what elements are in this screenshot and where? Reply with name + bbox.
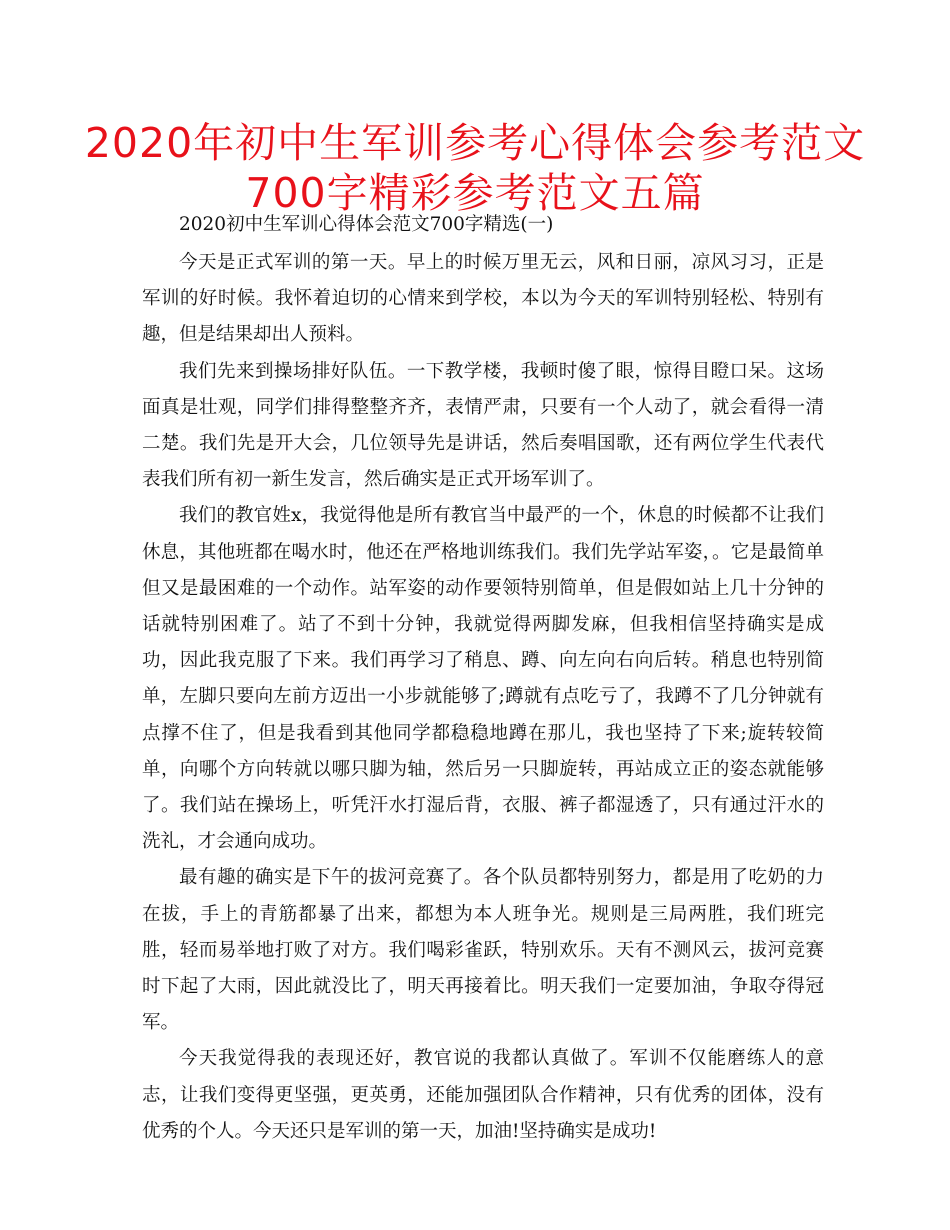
paragraph-2: 我们先来到操场排好队伍。一下教学楼，我顿时傻了眼，惊得目瞪口呆。这场面真是壮观，同学们排得整整齐齐，表情严肃，只要有一个人动了，就会看得一清二楚。我们先是开大会，几位领导先是讲话，然后奏唱国歌，还有两位学生代表代表我们所有初一新生发言，然后确实是正式开场军训了。 xyxy=(142,360,824,491)
paragraph-5: 今天我觉得我的表现还好，教官说的我都认真做了。军训不仅能磨练人的意志，让我们变得更坚强，更英勇，还能加强团队合作精神，只有优秀的团体，没有优秀的个人。今天还只是军训的第一天，加油!坚持确实是成功! xyxy=(142,1048,824,1142)
document-title xyxy=(60,118,890,218)
paragraph-3: 我们的教官姓x，我觉得他是所有教官当中最严的一个，休息的时候都不让我们休息，其他班都在喝水时，他还在严格地训练我们。我们先学站军姿，。它是最简单但又是最困难的一个动作。站军姿的动作要领特别简单，但是假如站上几十分钟的话就特别困难了。站了不到十分钟，我就觉得两脚发麻，但我相信坚持确实是成功，因此我克服了下来。我们再学习了稍息、蹲、向左向右向后转。稍息也特别简单，左脚只要向左前方迈出一小步就能够了;蹲就有点吃亏了，我蹲不了几分钟就有点撑不住了，但是我看到其他同学都稳稳地蹲在那儿，我也坚持了下来;旋转较简单，向哪个方向转就以哪只脚为轴，然后另一只脚旋转，再站成立正的姿态就能够了。我们站在操场上，听凭汗水打湿后背，衣服、裤子都湿透了，只有通过汗水的洗礼，才会通向成功。 xyxy=(142,505,824,853)
title-line-2: 700字精彩参考范文五篇 xyxy=(245,169,705,217)
title-line-1: 2020年初中生军训参考心得体会参考范文 xyxy=(84,119,866,167)
document-body xyxy=(142,208,824,1150)
paragraph-1: 今天是正式军训的第一天。早上的时候万里无云，风和日丽，凉风习习，正是军训的好时候。我怀着迫切的心情来到学校，本以为今天的军训特别轻松、特别有趣，但是结果却出人预料。 xyxy=(142,252,824,346)
paragraph-4: 最有趣的确实是下午的拔河竞赛了。各个队员都特别努力，都是用了吃奶的力在拔，手上的青筋都暴了出来，都想为本人班争光。规则是三局两胜，我们班完胜，轻而易举地打败了对方。我们喝彩雀跃，特别欢乐。天有不测风云，拔河竞赛时下起了大雨，因此就没比了，明天再接着比。明天我们一定要加油，争取夺得冠军。 xyxy=(142,867,824,1034)
section-subtitle: 2020初中生军训心得体会范文700字精选(一) xyxy=(179,214,554,235)
